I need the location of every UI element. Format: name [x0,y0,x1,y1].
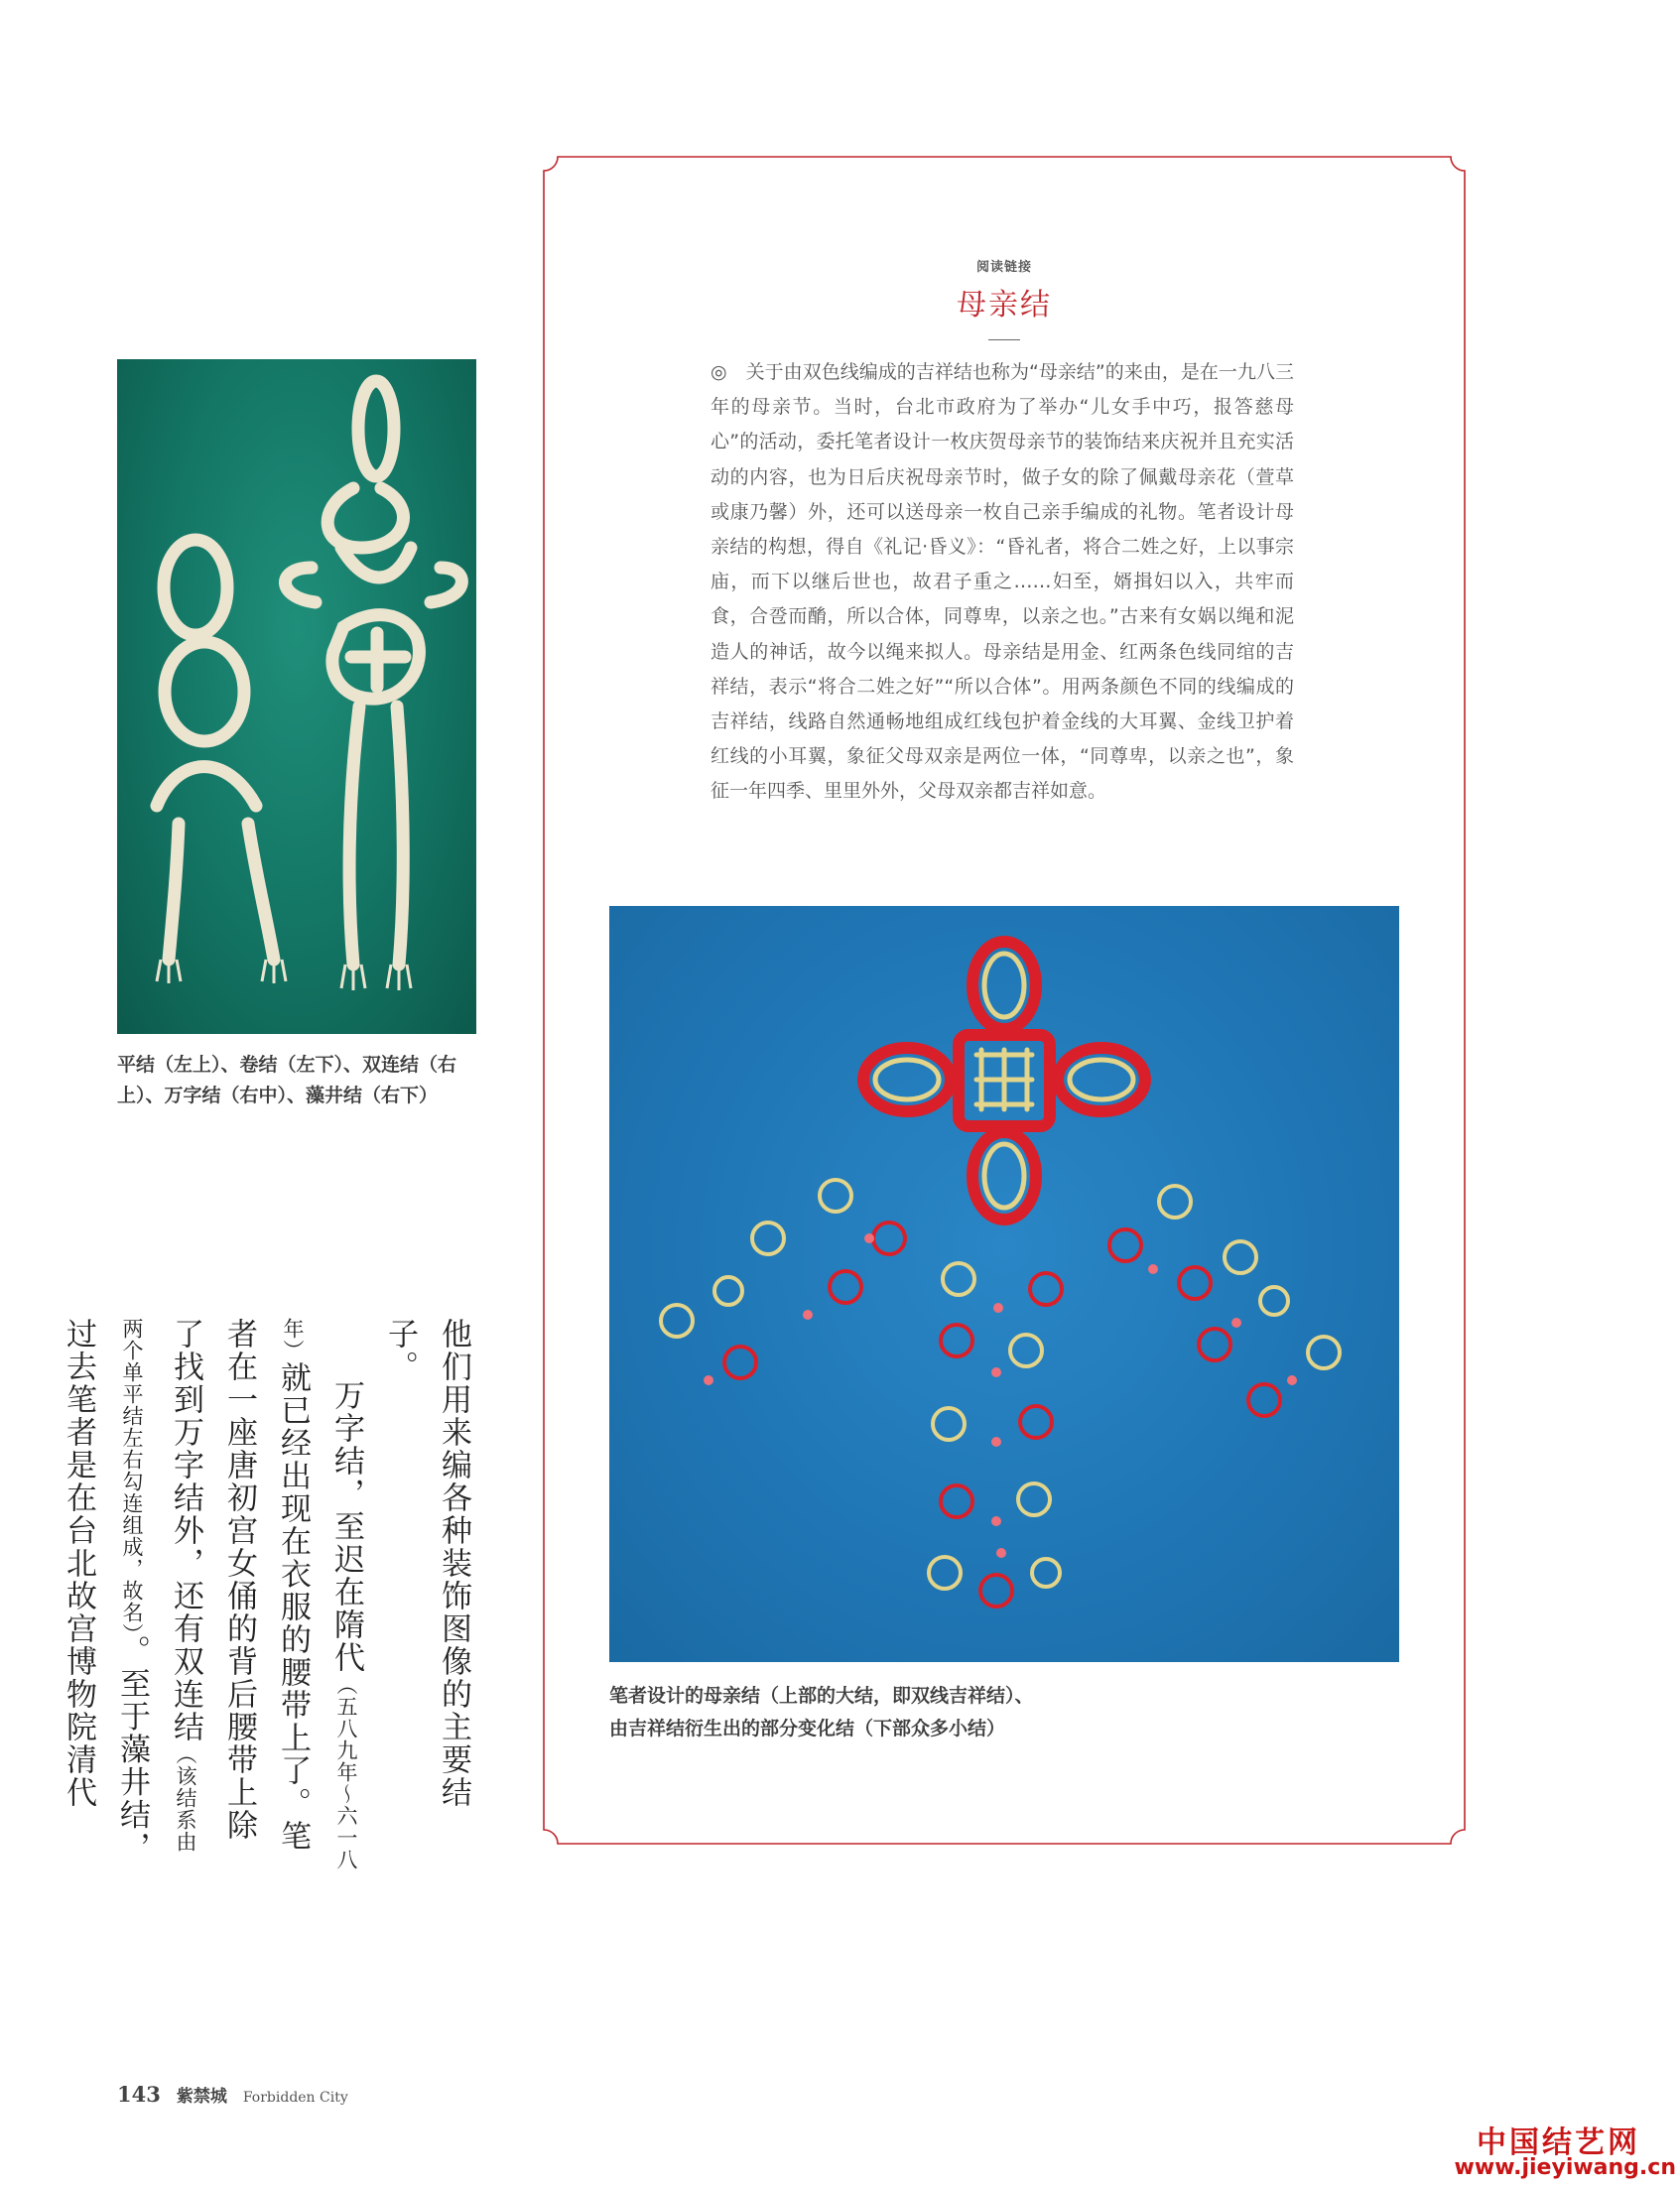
mother-knot-illustration [609,906,1399,1662]
flower-knots [661,1180,1340,1607]
magazine-name: 紫禁城 [176,2087,227,2107]
inline-note: （五八九年～六一八年） [281,1318,358,1870]
title-divider [988,339,1020,340]
mother-knot-caption [609,1680,1399,1745]
knot-samples-photo [117,359,476,1034]
inline-note: （该结系由两个单平结左右勾连组成，故名） [120,1318,197,1853]
main-text-segment: 就已经出现在衣服的腰带上了。笔者在一座唐初宫女俑的背后腰带上除了找到万字结外，还有双连结 [168,1318,311,1853]
page-footer [117,2082,348,2112]
main-paragraph-2 [52,1318,373,1873]
main-text-segment: 。至于藻井结，过去笔者是在台北故宫博物院清代 [61,1318,150,1865]
mother-knot-caption-line1: 笔者设计的母亲结（上部的大结，即双线吉祥结）、 [609,1685,1034,1707]
main-text-segment: 万字结，至迟在隋代 [328,1379,364,1674]
mother-knot-caption-line2: 由吉祥结衍生出的部分变化结（下部众多小结） [609,1718,1006,1739]
main-vertical-text [61,1318,480,1873]
page-number: 143 [117,2082,161,2107]
magazine-name-en: Forbidden City [242,2090,348,2106]
sidebar-title: 母亲结 [957,288,1052,322]
sidebar-eyebrow: 阅读链接 [975,260,1032,275]
watermark-url: www.jieyiwang.cn [1454,2155,1676,2180]
knot-samples-caption: 平结（左上）、卷结（左下）、双连结（右上）、万字结（右中）、藻井结（右下） [117,1054,457,1106]
mother-knot-photo [609,906,1399,1662]
main-paragraph-1: 他们用来编各种装饰图像的主要结子。 [382,1318,471,1809]
knot-samples-illustration [117,359,476,1034]
site-watermark [1454,2118,1680,2188]
watermark-logo-text: 中国结艺网 [1477,2125,1640,2160]
sidebar-body-text: ◎ 关于由双色线编成的吉祥结也称为“母亲结”的来由，是在一九八三年的母亲节。当时，台北市政府为了举办“儿女手中巧，报答慈母心”的活动，委托笔者设计一枚庆贺母亲节的装饰结来庆祝并且充实活动的内容，也为日后庆祝母亲节时，做子女的除了佩戴母亲花（萱草或康乃馨）外，还可以送母亲一枚自己亲手编成的礼物。笔者设计母亲结的构想，得自《礼记·昏义》：“昏礼者，将合二姓之好，上以事宗庙，而下以继后世也，故君子重之……妇至，婿揖妇以入，共牢而食，合卺而酳，所以合体，同尊卑，以亲之也。”古来有女娲以绳和泥造人的神话，故今以绳来拟人。母亲结是用金、红两条色线同绾的吉祥结，表示“将合二姓之好”“所以合体”。用两条颜色不同的线编成的吉祥结，线路自然通畅地组成红线包护着金线的大耳翼、金线卫护着红线的小耳翼，象征父母双亲是两位一体，“同尊卑，以亲之也”，象征一年四季、里里外外，父母双亲都吉祥如意。 [711,361,1294,803]
